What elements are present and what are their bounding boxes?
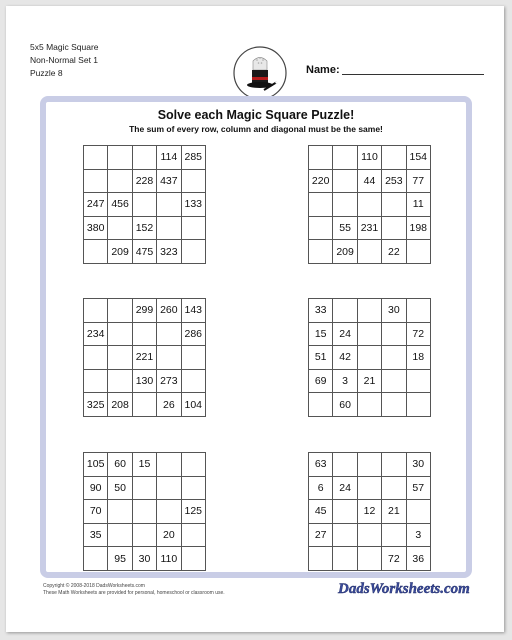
blank-cell[interactable]	[357, 322, 381, 346]
grid-row	[309, 169, 431, 193]
grid-row	[309, 369, 431, 393]
given-cell: 133	[181, 193, 205, 217]
blank-cell[interactable]	[181, 216, 205, 240]
grid-row	[309, 299, 431, 323]
given-cell: 51	[309, 346, 333, 370]
dadsworksheets-logo	[336, 578, 472, 598]
blank-cell[interactable]	[181, 369, 205, 393]
blank-cell[interactable]	[132, 523, 156, 547]
given-cell: 21	[382, 500, 406, 524]
given-cell: 110	[157, 547, 181, 571]
given-cell: 27	[309, 523, 333, 547]
grid-row	[309, 453, 431, 477]
blank-cell[interactable]	[108, 523, 132, 547]
blank-cell[interactable]	[157, 476, 181, 500]
puzzle-number: Puzzle 8	[30, 68, 63, 78]
blank-cell[interactable]	[333, 453, 357, 477]
given-cell: 154	[406, 146, 430, 170]
blank-cell[interactable]	[309, 240, 333, 264]
blank-cell[interactable]	[333, 523, 357, 547]
blank-cell[interactable]	[157, 322, 181, 346]
given-cell: 273	[157, 369, 181, 393]
grid-row	[309, 346, 431, 370]
given-cell: 323	[157, 240, 181, 264]
copyright-text: Copyright © 2008-2018 DadsWorksheets.com	[43, 583, 145, 589]
blank-cell[interactable]	[132, 393, 156, 417]
grid-row	[84, 547, 206, 571]
blank-cell[interactable]	[84, 299, 108, 323]
blank-cell[interactable]	[357, 393, 381, 417]
grid-row	[84, 193, 206, 217]
blank-cell[interactable]	[84, 146, 108, 170]
given-cell: 198	[406, 216, 430, 240]
blank-cell[interactable]	[333, 500, 357, 524]
worksheet-info	[30, 41, 99, 80]
given-cell: 15	[132, 453, 156, 477]
blank-cell[interactable]	[181, 169, 205, 193]
given-cell: 44	[357, 169, 381, 193]
magic-square-2	[308, 145, 431, 264]
blank-cell[interactable]	[333, 169, 357, 193]
blank-cell[interactable]	[333, 193, 357, 217]
given-cell: 72	[406, 322, 430, 346]
grid-row	[84, 299, 206, 323]
given-cell: 18	[406, 346, 430, 370]
blank-cell[interactable]	[181, 547, 205, 571]
given-cell: 72	[382, 547, 406, 571]
given-cell: 3	[406, 523, 430, 547]
blank-cell[interactable]	[309, 216, 333, 240]
given-cell: 114	[157, 146, 181, 170]
blank-cell[interactable]	[132, 476, 156, 500]
given-cell: 26	[157, 393, 181, 417]
magic-hat-icon	[233, 46, 287, 100]
blank-cell[interactable]	[108, 216, 132, 240]
blank-cell[interactable]	[181, 453, 205, 477]
given-cell: 260	[157, 299, 181, 323]
given-cell: 209	[108, 240, 132, 264]
grid-row	[84, 393, 206, 417]
worksheet-type: 5x5 Magic Square	[30, 42, 99, 52]
given-cell: 437	[157, 169, 181, 193]
given-cell: 77	[406, 169, 430, 193]
blank-cell[interactable]	[132, 322, 156, 346]
blank-cell[interactable]	[157, 453, 181, 477]
blank-cell[interactable]	[132, 146, 156, 170]
blank-cell[interactable]	[357, 476, 381, 500]
blank-cell[interactable]	[309, 146, 333, 170]
grid-row	[84, 146, 206, 170]
blank-cell[interactable]	[382, 346, 406, 370]
given-cell: 231	[357, 216, 381, 240]
given-cell: 220	[309, 169, 333, 193]
given-cell: 45	[309, 500, 333, 524]
blank-cell[interactable]	[382, 393, 406, 417]
given-cell: 325	[84, 393, 108, 417]
given-cell: 57	[406, 476, 430, 500]
given-cell: 221	[132, 346, 156, 370]
blank-cell[interactable]	[382, 369, 406, 393]
given-cell: 208	[108, 393, 132, 417]
blank-cell[interactable]	[382, 523, 406, 547]
blank-cell[interactable]	[333, 547, 357, 571]
blank-cell[interactable]	[406, 500, 430, 524]
blank-cell[interactable]	[108, 369, 132, 393]
grid-row	[84, 216, 206, 240]
given-cell: 143	[181, 299, 205, 323]
blank-cell[interactable]	[132, 193, 156, 217]
given-cell: 42	[333, 346, 357, 370]
blank-cell[interactable]	[406, 369, 430, 393]
grid-row	[309, 476, 431, 500]
magic-square-3	[83, 298, 206, 417]
blank-cell[interactable]	[108, 322, 132, 346]
grid-row	[84, 500, 206, 524]
grid-row	[309, 393, 431, 417]
blank-cell[interactable]	[406, 393, 430, 417]
given-cell: 285	[181, 146, 205, 170]
given-cell: 104	[181, 393, 205, 417]
magic-square-4	[308, 298, 431, 417]
given-cell: 30	[406, 453, 430, 477]
given-cell: 30	[132, 547, 156, 571]
blank-cell[interactable]	[309, 193, 333, 217]
blank-cell[interactable]	[84, 169, 108, 193]
blank-cell[interactable]	[157, 216, 181, 240]
blank-cell[interactable]	[181, 523, 205, 547]
blank-cell[interactable]	[357, 523, 381, 547]
blank-cell[interactable]	[181, 476, 205, 500]
given-cell: 130	[132, 369, 156, 393]
given-cell: 456	[108, 193, 132, 217]
given-cell: 299	[132, 299, 156, 323]
given-cell: 247	[84, 193, 108, 217]
blank-cell[interactable]	[382, 193, 406, 217]
grid-row	[309, 322, 431, 346]
given-cell: 33	[309, 299, 333, 323]
given-cell: 234	[84, 322, 108, 346]
blank-cell[interactable]	[357, 240, 381, 264]
grid-row	[309, 523, 431, 547]
given-cell: 228	[132, 169, 156, 193]
given-cell: 22	[382, 240, 406, 264]
given-cell: 69	[309, 369, 333, 393]
given-cell: 152	[132, 216, 156, 240]
given-cell: 253	[382, 169, 406, 193]
given-cell: 15	[309, 322, 333, 346]
blank-cell[interactable]	[357, 193, 381, 217]
instructions-title: Solve each Magic Square Puzzle!	[157, 108, 355, 122]
grid-row	[309, 216, 431, 240]
grid-row	[309, 500, 431, 524]
blank-cell[interactable]	[132, 500, 156, 524]
blank-cell[interactable]	[382, 216, 406, 240]
instructions-subtitle: The sum of every row, column and diagonal must be the same!	[129, 124, 383, 134]
given-cell: 35	[84, 523, 108, 547]
blank-cell[interactable]	[181, 240, 205, 264]
given-cell: 105	[84, 453, 108, 477]
magic-square-1	[83, 145, 206, 264]
given-cell: 63	[309, 453, 333, 477]
blank-cell[interactable]	[84, 547, 108, 571]
blank-cell[interactable]	[108, 146, 132, 170]
blank-cell[interactable]	[309, 393, 333, 417]
grid-row	[84, 169, 206, 193]
given-cell: 24	[333, 476, 357, 500]
grid-row	[84, 476, 206, 500]
blank-cell[interactable]	[382, 476, 406, 500]
blank-cell[interactable]	[181, 346, 205, 370]
grid-row	[84, 322, 206, 346]
blank-cell[interactable]	[108, 500, 132, 524]
grid-row	[309, 146, 431, 170]
blank-cell[interactable]	[84, 346, 108, 370]
given-cell: 11	[406, 193, 430, 217]
blank-cell[interactable]	[357, 547, 381, 571]
given-cell: 60	[108, 453, 132, 477]
given-cell: 3	[333, 369, 357, 393]
given-cell: 110	[357, 146, 381, 170]
given-cell: 20	[157, 523, 181, 547]
grid-row	[84, 523, 206, 547]
grid-row	[84, 346, 206, 370]
grid-row	[84, 240, 206, 264]
svg-text:DadsWorksheets.com: DadsWorksheets.com	[338, 581, 470, 597]
blank-cell[interactable]	[333, 299, 357, 323]
given-cell: 36	[406, 547, 430, 571]
grid-row	[309, 193, 431, 217]
usage-notice: These Math Worksheets are provided for personal, homeschool or classroom use.	[43, 590, 225, 596]
blank-cell[interactable]	[357, 299, 381, 323]
given-cell: 70	[84, 500, 108, 524]
given-cell: 60	[333, 393, 357, 417]
name-label: Name:	[306, 64, 340, 76]
blank-cell[interactable]	[382, 146, 406, 170]
blank-cell[interactable]	[157, 346, 181, 370]
footer	[43, 583, 225, 597]
blank-cell[interactable]	[84, 369, 108, 393]
given-cell: 125	[181, 500, 205, 524]
grid-row	[84, 453, 206, 477]
given-cell: 12	[357, 500, 381, 524]
given-cell: 95	[108, 547, 132, 571]
magic-square-6	[308, 452, 431, 571]
blank-cell[interactable]	[406, 240, 430, 264]
blank-cell[interactable]	[108, 299, 132, 323]
blank-cell[interactable]	[84, 240, 108, 264]
grid-row	[84, 369, 206, 393]
given-cell: 475	[132, 240, 156, 264]
blank-cell[interactable]	[382, 453, 406, 477]
given-cell: 21	[357, 369, 381, 393]
blank-cell[interactable]	[157, 193, 181, 217]
blank-cell[interactable]	[309, 547, 333, 571]
blank-cell[interactable]	[357, 346, 381, 370]
blank-cell[interactable]	[108, 169, 132, 193]
given-cell: 209	[333, 240, 357, 264]
given-cell: 380	[84, 216, 108, 240]
blank-cell[interactable]	[406, 299, 430, 323]
given-cell: 24	[333, 322, 357, 346]
given-cell: 30	[382, 299, 406, 323]
given-cell: 50	[108, 476, 132, 500]
grid-row	[309, 240, 431, 264]
given-cell: 90	[84, 476, 108, 500]
magic-square-5	[83, 452, 206, 571]
grid-row	[309, 547, 431, 571]
given-cell: 6	[309, 476, 333, 500]
blank-cell[interactable]	[108, 346, 132, 370]
blank-cell[interactable]	[357, 453, 381, 477]
blank-cell[interactable]	[382, 322, 406, 346]
given-cell: 55	[333, 216, 357, 240]
blank-cell[interactable]	[157, 500, 181, 524]
name-input-line[interactable]	[342, 74, 484, 75]
given-cell: 286	[181, 322, 205, 346]
blank-cell[interactable]	[333, 146, 357, 170]
worksheet-set: Non-Normal Set 1	[30, 55, 99, 65]
